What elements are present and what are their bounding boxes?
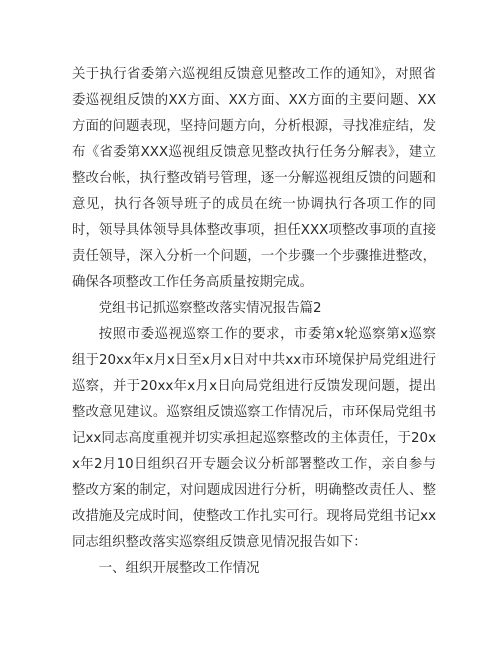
- paragraph-report-intro: 按照市委巡视巡察工作的要求，市委第x轮巡察第x巡察组于20xx年x月x日至x月x日对中共xx市环境保护局党组进行巡察，并于20xx年x月x日向局党组进行反馈发现问题，提出整改意见建议。巡察组反馈巡察工作情况后，市环保局党组书记xx同志高度重视并切实承担起巡察整改的主体责任，于20xx年2月10日组织召开专题会议分析部署整改工作，亲自参与整改方案的制定，对问题成因进行分析，明确整改责任人、整改措施及完成时间，使整改工作扎实可行。现将局党组书记xx同志组织整改落实巡察组反馈意见情况报告如下：: [72, 327, 437, 550]
- paragraph-continuation: 关于执行省委第六巡视组反馈意见整改工作的通知》，对照省委巡视组反馈的XX方面、XX方面、XX方面的主要问题、XX方面的问题表现，坚持问题方向，分析根源，寻找准症结，发布《省委第XXX巡视组反馈意见整改执行任务分解表》，建立整改台帐，执行整改销号管理，逐一分解巡视组反馈的问题和意见，执行各领导班子的成员在统一协调执行各项工作的同时，领导具体领导具体整改事项，担任XXX项整改事项的直接责任领导，深入分析一个问题，一个步骤一个步骤推进整改，确保各项整改工作任务高质量按期完成。: [72, 67, 436, 290]
- document-body: [72, 62, 436, 582]
- report-title: 党组书记抓巡察整改落实情况报告篇2: [98, 301, 322, 316]
- section-heading: 一、组织开展整改工作情况: [98, 561, 260, 576]
